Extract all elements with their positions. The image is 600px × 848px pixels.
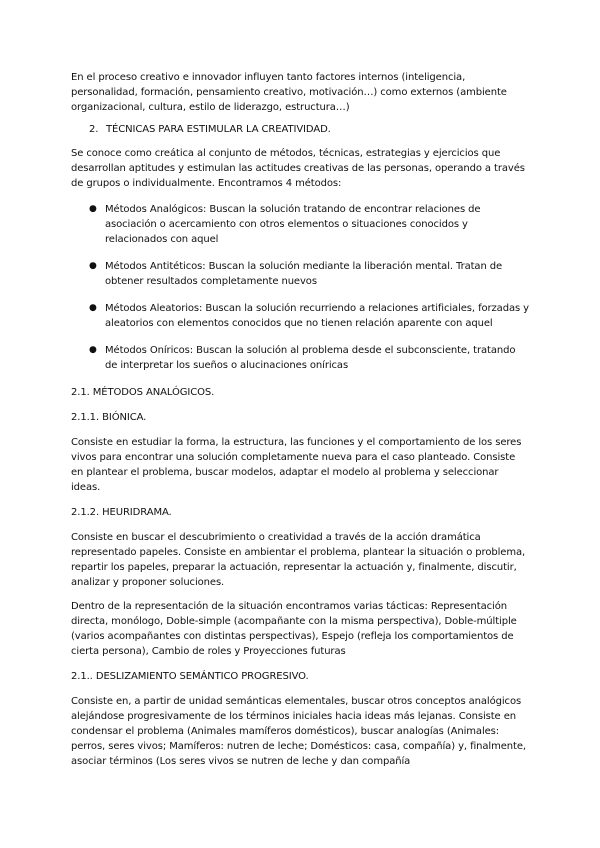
methods-list <box>71 202 530 373</box>
section-2-number: 2. <box>89 124 99 135</box>
intro-paragraph: En el proceso creativo e innovador influyen tanto factores internos (inteligencia, personalidad, formación, pensamiento creativo, motivación…) como externos (ambiente organizacional, cultura, estilo de liderazgo, estructura…) <box>71 72 507 113</box>
heuridrama-body-1: Consiste en buscar el descubrimiento o creatividad a través de la acción dramática representado papeles. Consiste en ambientar el problema, plantear la situación o problema, repartir los papeles, preparar la actuación, representar la actuación y, finalmente, discutir, analizar y proponer soluciones. <box>71 532 526 588</box>
bullet-icon: ● <box>89 204 97 214</box>
bionica-body: Consiste en estudiar la forma, la estructura, las funciones y el comportamiento de los seres vivos para encontrar una solución completamente nueva para el caso planteado. Consiste en plantear el problema, buscar modelos, adaptar el modelo al problema y seleccionar ideas. <box>71 437 522 493</box>
list-item: ● Métodos Analógicos: Buscan la solución tratando de encontrar relaciones de asociación o acercamiento con otros elementos o situaciones conocidos y relacionados con aquel <box>89 204 481 245</box>
bullet-icon: ● <box>89 261 97 271</box>
heading-bionica: 2.1.1. BIÓNICA. <box>71 412 147 423</box>
bullet-icon: ● <box>89 345 97 355</box>
heading-metodos-analogicos: 2.1. MÉTODOS ANALÓGICOS. <box>71 387 215 398</box>
section-2-heading <box>71 122 530 137</box>
list-item: ● Métodos Aleatorios: Buscan la solución recurriendo a relaciones artificiales, forzadas y aleatorios con elementos conocidos que no tienen relación aparente con aquel <box>89 303 529 329</box>
heading-heuridrama: 2.1.2. HEURIDRAMA. <box>71 507 172 518</box>
list-item: ● Métodos Antitéticos: Buscan la solución mediante la liberación mental. Tratan de obtener resultados completamente nuevos <box>89 261 503 287</box>
deslizamiento-body: Consiste en, a partir de unidad semánticas elementales, buscar otros conceptos analógicos alejándose progresivamente de los términos iniciales hacia ideas más lejanas. Consiste en condensar el problema (Animales mamíferos domésticos), buscar analogías (Animales: perros, seres vivos; Mamíferos: nutren de leche; Domésticos: casa, compañía) y, finalmente, asociar términos (Los seres vivos se nutren de leche y dan compañía <box>71 696 526 767</box>
heuridrama-body-2: Dentro de la representación de la situación encontramos varias tácticas: Representación directa, monólogo, Doble-simple (acompañante con la misma perspectiva), Doble-múltiple (varios acompañantes con distintas perspectivas), Espejo (refleja los comportamientos de cierta persona), Cambio de roles y Proyecciones futuras <box>71 601 517 657</box>
heading-deslizamiento: 2.1.. DESLIZAMIENTO SEMÁNTICO PROGRESIVO. <box>71 671 309 682</box>
bullet-icon: ● <box>89 303 97 313</box>
list-item: ● Métodos Oníricos: Buscan la solución al problema desde el subconsciente, tratando de interpretar los sueños o alucinaciones oníricas <box>89 345 516 371</box>
section-2-title: TÉCNICAS PARA ESTIMULAR LA CREATIVIDAD. <box>106 124 331 135</box>
section-2-body: Se conoce como creática al conjunto de métodos, técnicas, estrategias y ejercicios que desarrollan aptitudes y estimulan las actitudes creativas de las personas, operando a través de grupos o individualmente. Encontramos 4 métodos: <box>71 148 525 189</box>
